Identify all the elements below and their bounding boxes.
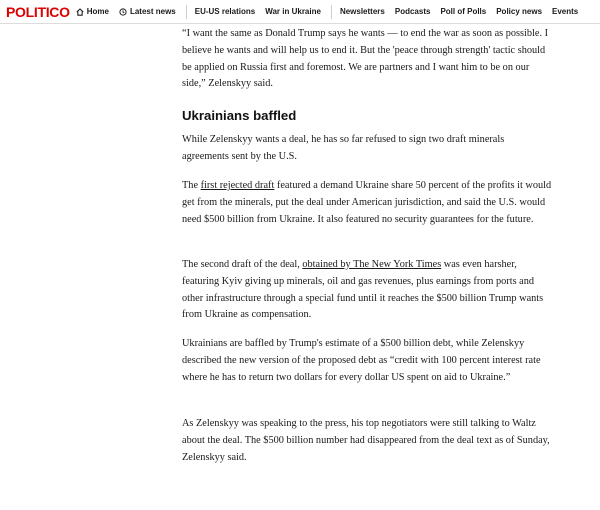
- nav-war-in-ukraine[interactable]: War in Ukraine: [265, 6, 321, 16]
- first-rejected-draft-link[interactable]: first rejected draft: [200, 180, 275, 191]
- nav-divider: [331, 5, 332, 19]
- top-navigation: [0, 0, 600, 24]
- paragraph-text: featured a demand Ukraine share 50 percent of the profits it would get from the minerals, put the deal under American jurisdiction, and said the U.S. would need $500 billion from Ukraine. It also featured no security guarantees for the future.: [182, 180, 552, 225]
- clock-icon: [119, 8, 127, 16]
- article-paragraph: [182, 257, 552, 324]
- nav-events[interactable]: Events: [552, 6, 579, 16]
- nav-latest-news-label: Latest news: [129, 6, 176, 16]
- home-icon: [76, 8, 84, 16]
- nav-home-label: Home: [86, 6, 109, 16]
- article-paragraph: As Zelenskyy was speaking to the press, his top negotiators were still talking to Waltz about the deal. The $500 billion number had disappeared from the deal text as of Sunday, Zelenskyy said.: [182, 418, 550, 463]
- nav-latest-news[interactable]: [119, 0, 176, 24]
- section-heading: Ukrainians baffled: [182, 108, 297, 123]
- paragraph-text: The second draft of the deal,: [182, 259, 303, 270]
- article-paragraph: Ukrainians are baffled by Trump's estimate of a $500 billion debt, while Zelenskyy described the new version of the proposed debt as “credit with 100 percent interest rate where he has to return two dollars for every dollar US spent on aid to Ukraine.”: [182, 338, 541, 383]
- paragraph-text: The: [182, 180, 201, 191]
- nav-eu-us-relations[interactable]: EU-US relations: [194, 6, 256, 16]
- new-york-times-link[interactable]: obtained by The New York Times: [302, 259, 442, 270]
- article-paragraph: [182, 178, 552, 228]
- politico-logo[interactable]: POLITICO: [6, 3, 70, 20]
- article-paragraph: While Zelenskyy wants a deal, he has so far refused to sign two draft minerals agreements sent by the U.S.: [182, 134, 505, 162]
- nav-podcasts[interactable]: Podcasts: [394, 6, 431, 16]
- nav-newsletters[interactable]: Newsletters: [339, 6, 385, 16]
- nav-poll-of-polls[interactable]: Poll of Polls: [440, 6, 487, 16]
- nav-home[interactable]: [76, 0, 109, 24]
- nav-policy-news[interactable]: Policy news: [496, 6, 543, 16]
- article-paragraph-quote: “I want the same as Donald Trump says he wants — to end the war as soon as possible. I believe he wants and will help us to end it. But the 'peace through strength' tactic should be applied on Russia first and foremost. We are partners and I want him to be on our side,” Zelenskyy said.: [182, 28, 549, 90]
- paragraph-text: was even harsher, featuring Kyiv giving up minerals, oil and gas revenues, plus earnings from ports and other infrastructure through a special fund until it reaches the $500 billion Trump wants from Ukraine as compensation.: [182, 259, 544, 321]
- nav-divider: [186, 5, 187, 19]
